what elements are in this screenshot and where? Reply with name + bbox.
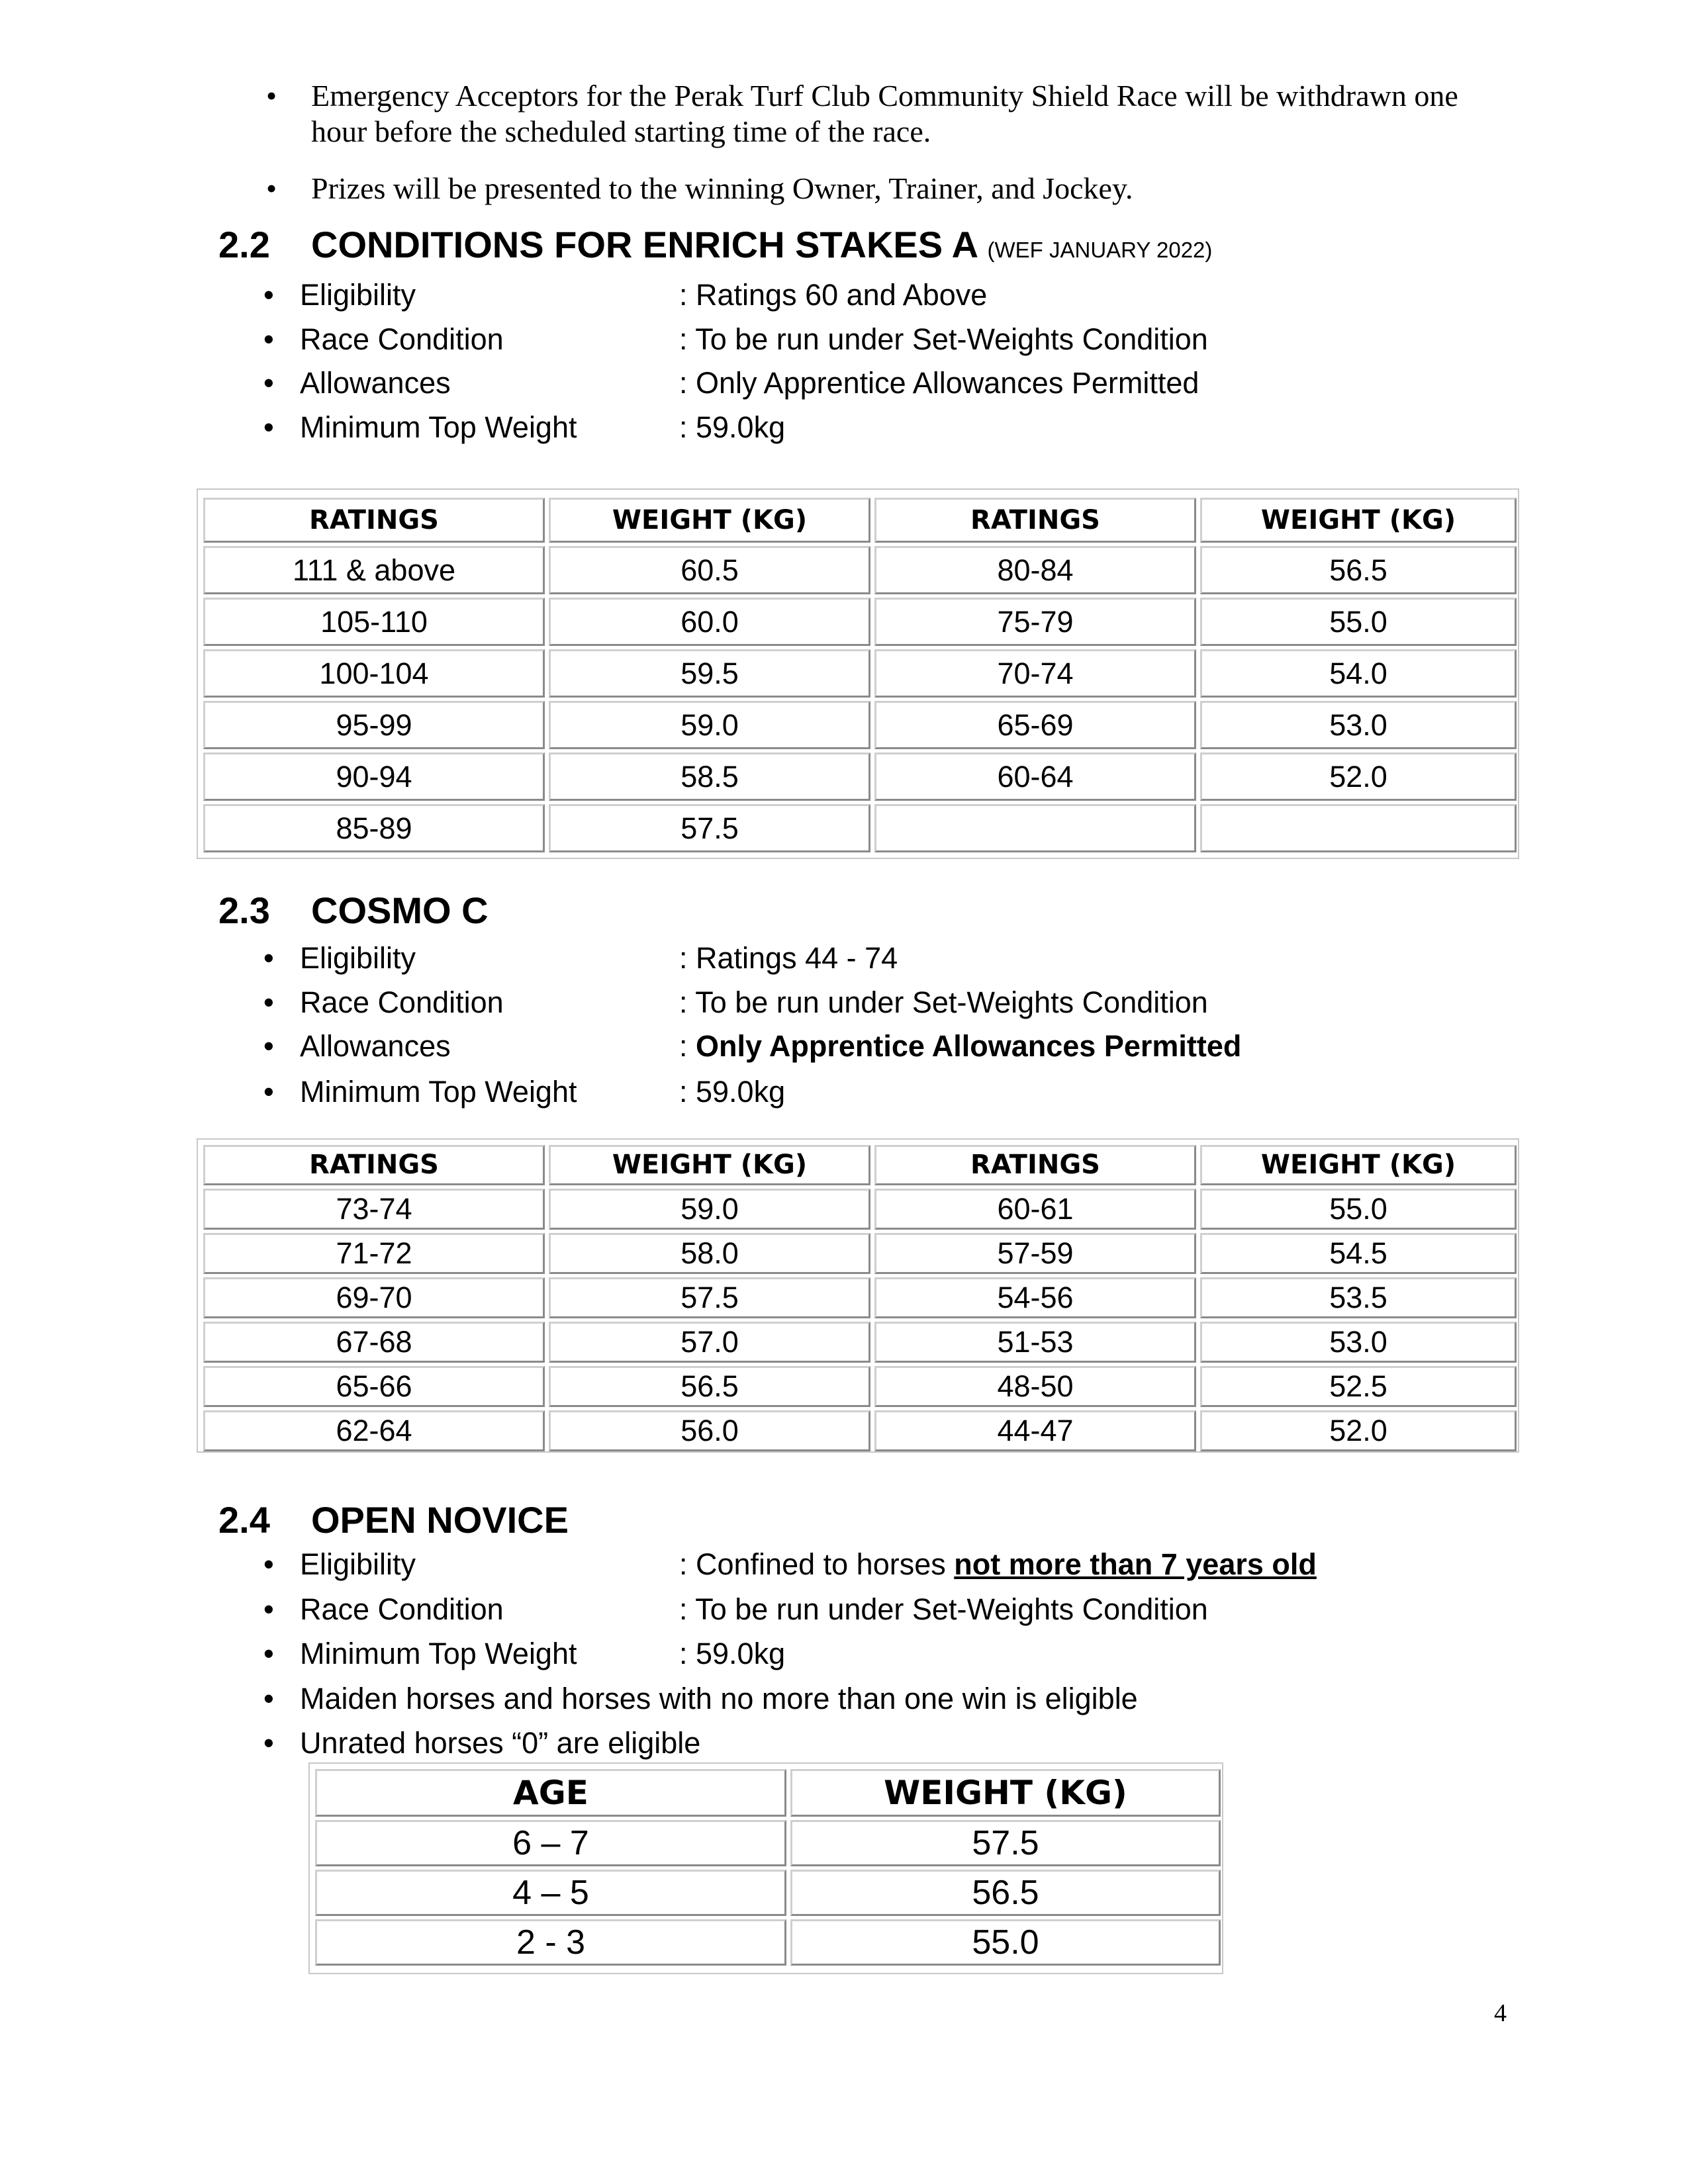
cell-text: WEIGHT (KG) bbox=[612, 1150, 808, 1180]
section-heading-2-3 bbox=[218, 889, 489, 932]
cell-text: 59.0 bbox=[680, 708, 739, 742]
table-cell bbox=[549, 1189, 870, 1230]
cell-text: 57.5 bbox=[680, 811, 739, 845]
cell-text: 57.0 bbox=[680, 1325, 739, 1359]
condition-value-bold: Only Apprentice Allowances Permitted bbox=[696, 1029, 1242, 1063]
cell-text: 2 - 3 bbox=[516, 1923, 586, 1962]
cell-text: 56.5 bbox=[972, 1874, 1039, 1912]
bullet-dot: • bbox=[263, 1726, 274, 1760]
cell-text: 71-72 bbox=[336, 1236, 412, 1270]
condition-value-prefix: : Confined to horses bbox=[679, 1547, 955, 1581]
condition-label: Race Condition bbox=[300, 985, 504, 1019]
extra-text: Unrated horses “0” are eligible bbox=[300, 1726, 701, 1760]
bullet-dot: • bbox=[263, 410, 274, 444]
cell-text: 54-56 bbox=[997, 1281, 1074, 1314]
cell-text: 56.5 bbox=[680, 1369, 739, 1403]
cell-text: 57.5 bbox=[972, 1824, 1039, 1862]
cell-text: 52.0 bbox=[1329, 1414, 1387, 1447]
table-cell bbox=[203, 752, 545, 801]
table-cell bbox=[874, 1277, 1196, 1318]
condition-value: : Ratings 60 and Above bbox=[679, 278, 988, 312]
section-title: CONDITIONS FOR ENRICH STAKES A bbox=[311, 224, 977, 265]
cell-text: 73-74 bbox=[336, 1192, 412, 1226]
section-number: 2.4 bbox=[218, 1499, 270, 1541]
bullet-dot: • bbox=[263, 941, 274, 975]
cell-text: 4 – 5 bbox=[512, 1874, 589, 1912]
cell-text: 57-59 bbox=[997, 1236, 1074, 1270]
section-number: 2.2 bbox=[218, 224, 270, 265]
bullet-dot: • bbox=[263, 985, 274, 1019]
cell-text: WEIGHT (KG) bbox=[612, 505, 808, 535]
table-cell bbox=[549, 701, 870, 749]
table-cell bbox=[549, 804, 870, 852]
table-cell bbox=[1200, 1366, 1517, 1407]
table-cell bbox=[874, 649, 1196, 698]
table-cell bbox=[874, 1410, 1196, 1451]
cell-text: 60-64 bbox=[997, 760, 1074, 794]
condition-value bbox=[679, 1029, 1241, 1064]
condition-label: Minimum Top Weight bbox=[300, 1075, 577, 1109]
cell-text: 85-89 bbox=[336, 811, 412, 845]
table-cell bbox=[549, 1322, 870, 1363]
table-cell bbox=[315, 1870, 786, 1916]
table-cell bbox=[549, 1410, 870, 1451]
page-number: 4 bbox=[1494, 1999, 1507, 2027]
cell-text: RATINGS bbox=[970, 1150, 1100, 1180]
cell-text: 60.5 bbox=[680, 553, 739, 587]
cell-text: 52.0 bbox=[1329, 760, 1387, 794]
condition-label: Race Condition bbox=[300, 322, 504, 356]
table-cell bbox=[549, 752, 870, 801]
table-header-cell bbox=[203, 498, 545, 543]
table-cell bbox=[790, 1820, 1221, 1866]
table-cell bbox=[874, 1233, 1196, 1274]
cell-text: 55.0 bbox=[972, 1923, 1039, 1962]
cell-text: 51-53 bbox=[997, 1325, 1074, 1359]
condition-label: Race Condition bbox=[300, 1592, 504, 1626]
cell-text: 54.0 bbox=[1329, 657, 1387, 690]
bullet-dot: • bbox=[263, 1592, 274, 1626]
table-cell bbox=[874, 1189, 1196, 1230]
table-cell bbox=[1200, 649, 1517, 698]
cell-text: 80-84 bbox=[997, 553, 1074, 587]
cell-text: WEIGHT (KG) bbox=[1260, 505, 1456, 535]
table-cell bbox=[203, 546, 545, 594]
weights-table-2-2 bbox=[197, 488, 1519, 859]
table-cell bbox=[790, 1919, 1221, 1966]
table-cell bbox=[1200, 804, 1517, 852]
bullet-line: Emergency Acceptors for the Perak Turf Club Community Shield Race will be withdrawn one bbox=[311, 79, 1458, 113]
cell-text: 53.5 bbox=[1329, 1281, 1387, 1314]
bullet-dot: • bbox=[263, 1637, 274, 1670]
table-header-cell bbox=[790, 1769, 1221, 1817]
cell-text: 95-99 bbox=[336, 708, 412, 742]
cell-text: 59.0 bbox=[680, 1192, 739, 1226]
table-cell bbox=[874, 546, 1196, 594]
extra-text: Maiden horses and horses with no more than one win is eligible bbox=[300, 1682, 1138, 1715]
table-cell bbox=[549, 598, 870, 646]
section-title: OPEN NOVICE bbox=[311, 1499, 569, 1541]
cell-text: 56.5 bbox=[1329, 553, 1387, 587]
table-cell bbox=[549, 1277, 870, 1318]
age-weight-table-2-4 bbox=[308, 1762, 1223, 1974]
cell-text: 53.0 bbox=[1329, 708, 1387, 742]
cell-text: RATINGS bbox=[309, 1150, 439, 1180]
condition-value: : 59.0kg bbox=[679, 410, 786, 444]
section-heading-2-4 bbox=[218, 1498, 569, 1541]
bullet-dot: • bbox=[263, 278, 274, 312]
cell-text: AGE bbox=[513, 1774, 588, 1812]
cell-text: 69-70 bbox=[336, 1281, 412, 1314]
bullet-text bbox=[311, 78, 1536, 150]
table-cell bbox=[203, 1366, 545, 1407]
table-cell bbox=[874, 1366, 1196, 1407]
table-header-cell bbox=[549, 498, 870, 543]
bullet-dot: • bbox=[266, 79, 277, 113]
table-header-cell bbox=[874, 498, 1196, 543]
section-title: COSMO C bbox=[311, 889, 489, 931]
condition-value-emphasis: not more than 7 years old bbox=[954, 1547, 1317, 1581]
cell-text: 56.0 bbox=[680, 1414, 739, 1447]
bullet-dot: • bbox=[263, 1029, 274, 1063]
table-cell bbox=[874, 804, 1196, 852]
condition-label: Eligibility bbox=[300, 941, 416, 975]
table-cell bbox=[1200, 1189, 1517, 1230]
table-cell bbox=[1200, 598, 1517, 646]
table-cell bbox=[203, 1410, 545, 1451]
table-cell bbox=[203, 1322, 545, 1363]
table-cell bbox=[1200, 1410, 1517, 1451]
table-cell bbox=[549, 1366, 870, 1407]
bullet-dot: • bbox=[263, 1682, 274, 1715]
table-cell bbox=[549, 649, 870, 698]
cell-text: 65-69 bbox=[997, 708, 1074, 742]
table-cell bbox=[1200, 752, 1517, 801]
section-heading-2-2 bbox=[218, 223, 1212, 266]
table-cell bbox=[203, 649, 545, 698]
condition-value: : To be run under Set-Weights Condition bbox=[679, 1592, 1208, 1626]
cell-text: 54.5 bbox=[1329, 1236, 1387, 1270]
cell-text: 105-110 bbox=[320, 605, 428, 639]
bullet-dot: • bbox=[266, 171, 277, 205]
condition-label: Minimum Top Weight bbox=[300, 410, 577, 444]
cell-text: 58.0 bbox=[680, 1236, 739, 1270]
bullet-dot: • bbox=[263, 366, 274, 400]
table-cell bbox=[549, 1233, 870, 1274]
table-cell bbox=[203, 1189, 545, 1230]
bullet-dot: • bbox=[263, 322, 274, 356]
cell-text: 48-50 bbox=[997, 1369, 1074, 1403]
bullet-dot: • bbox=[263, 1547, 274, 1581]
table-cell bbox=[874, 752, 1196, 801]
cell-text: 59.5 bbox=[680, 657, 739, 690]
section-note: (WEF JANUARY 2022) bbox=[987, 238, 1213, 262]
condition-value: : Only Apprentice Allowances Permitted bbox=[679, 366, 1199, 400]
table-header-cell bbox=[315, 1769, 786, 1817]
bullet-line: hour before the scheduled starting time of the race. bbox=[311, 114, 931, 148]
cell-text: RATINGS bbox=[309, 505, 439, 535]
section-number: 2.3 bbox=[218, 889, 270, 931]
cell-text: 65-66 bbox=[336, 1369, 412, 1403]
table-cell bbox=[549, 546, 870, 594]
weights-table-2-3 bbox=[197, 1138, 1519, 1453]
bullet-text: Prizes will be presented to the winning Owner, Trainer, and Jockey. bbox=[311, 171, 1133, 205]
condition-value bbox=[679, 1547, 1317, 1582]
table-cell bbox=[1200, 1277, 1517, 1318]
bullet-dot: • bbox=[263, 1075, 274, 1109]
table-header-cell bbox=[549, 1145, 870, 1185]
table-header-cell bbox=[203, 1145, 545, 1185]
table-cell bbox=[203, 1233, 545, 1274]
cell-text: 58.5 bbox=[680, 760, 739, 794]
condition-label: Eligibility bbox=[300, 1547, 416, 1581]
cell-text: 75-79 bbox=[997, 605, 1074, 639]
condition-value: : 59.0kg bbox=[679, 1637, 786, 1670]
table-cell bbox=[315, 1919, 786, 1966]
cell-text: 55.0 bbox=[1329, 1192, 1387, 1226]
table-header-cell bbox=[874, 1145, 1196, 1185]
cell-text: 111 & above bbox=[292, 553, 456, 587]
condition-label: Minimum Top Weight bbox=[300, 1637, 577, 1670]
cell-text: 53.0 bbox=[1329, 1325, 1387, 1359]
table-cell bbox=[790, 1870, 1221, 1916]
cell-text: RATINGS bbox=[970, 505, 1100, 535]
table-header-cell bbox=[1200, 498, 1517, 543]
table-cell bbox=[203, 804, 545, 852]
cell-text: 67-68 bbox=[336, 1325, 412, 1359]
table-cell bbox=[1200, 701, 1517, 749]
table-cell bbox=[874, 701, 1196, 749]
condition-label: Eligibility bbox=[300, 278, 416, 312]
cell-text: 90-94 bbox=[336, 760, 412, 794]
table-cell bbox=[315, 1820, 786, 1866]
table-cell bbox=[1200, 546, 1517, 594]
condition-label: Allowances bbox=[300, 366, 451, 400]
cell-text: 57.5 bbox=[680, 1281, 739, 1314]
table-cell bbox=[203, 598, 545, 646]
condition-label: Allowances bbox=[300, 1029, 451, 1063]
cell-text: 70-74 bbox=[997, 657, 1074, 690]
table-cell bbox=[874, 598, 1196, 646]
condition-value: : Ratings 44 - 74 bbox=[679, 941, 898, 975]
cell-text: 55.0 bbox=[1329, 605, 1387, 639]
cell-text: 52.5 bbox=[1329, 1369, 1387, 1403]
table-cell bbox=[1200, 1322, 1517, 1363]
table-header-cell bbox=[1200, 1145, 1517, 1185]
cell-text: 100-104 bbox=[319, 657, 429, 690]
condition-value: : To be run under Set-Weights Condition bbox=[679, 985, 1208, 1019]
cell-text: WEIGHT (KG) bbox=[884, 1774, 1127, 1812]
cell-text: 60.0 bbox=[680, 605, 739, 639]
cell-text: 60-61 bbox=[997, 1192, 1074, 1226]
condition-value: : To be run under Set-Weights Condition bbox=[679, 322, 1208, 356]
table-cell bbox=[1200, 1233, 1517, 1274]
condition-value: : 59.0kg bbox=[679, 1075, 786, 1109]
table-cell bbox=[874, 1322, 1196, 1363]
cell-text: 62-64 bbox=[336, 1414, 412, 1447]
cell-text: WEIGHT (KG) bbox=[1260, 1150, 1456, 1180]
condition-value-prefix: : bbox=[679, 1029, 696, 1063]
cell-text: 44-47 bbox=[997, 1414, 1074, 1447]
cell-text: 6 – 7 bbox=[512, 1824, 589, 1862]
table-cell bbox=[203, 1277, 545, 1318]
table-cell bbox=[203, 701, 545, 749]
